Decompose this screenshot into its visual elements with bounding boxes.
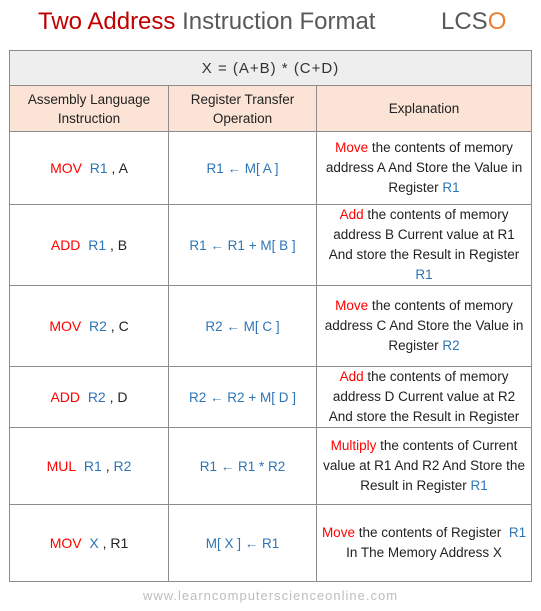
brand-accent: O xyxy=(487,8,507,35)
instruction-cell: MOV R2 , C xyxy=(10,286,169,367)
explanation-verb: Multiply xyxy=(330,438,377,453)
table-row xyxy=(10,367,532,428)
opcode: MOV xyxy=(49,318,82,334)
operand-2: D xyxy=(117,389,128,405)
explanation-verb: Add xyxy=(339,207,364,222)
column-header-instruction: Assembly Language Instruction xyxy=(10,86,169,132)
instruction-cell: MOV X , R1 xyxy=(10,505,169,582)
transfer-cell: R2 ← M[ C ] xyxy=(169,286,317,367)
operand-2: R2 xyxy=(113,458,132,474)
operand-2: B xyxy=(117,237,128,253)
column-header-row xyxy=(10,86,532,132)
brand-logo xyxy=(441,8,506,36)
operand-1: R1 xyxy=(83,458,102,474)
table-row xyxy=(10,205,532,286)
operand-1: R1 xyxy=(88,237,107,253)
brand-main: LCS xyxy=(441,8,488,35)
explanation-verb: Move xyxy=(335,140,369,155)
explanation-text: the contents of memory address B Current value at R1 And store the Result in Register xyxy=(328,207,520,262)
explanation-tail: In The Memory Address X xyxy=(346,545,502,560)
column-header-transfer: Register Transfer Operation xyxy=(169,86,317,132)
explanation-register: R1 xyxy=(415,267,433,282)
explanation-text: the contents of memory address C And Store the Value in Register xyxy=(324,298,524,353)
transfer-cell: R2 ← R2 + M[ D ] xyxy=(169,367,317,428)
title-rest: Instruction Format xyxy=(182,8,376,35)
transfer-cell: M[ X ] ← R1 xyxy=(169,505,317,582)
table-row xyxy=(10,286,532,367)
operand-1: X xyxy=(89,535,99,551)
opcode: MUL xyxy=(46,458,77,474)
transfer-cell: R1 ← M[ A ] xyxy=(169,132,317,205)
table-row xyxy=(10,505,532,582)
operand-1: R2 xyxy=(88,318,107,334)
operand-2: C xyxy=(118,318,129,334)
explanation-verb: Move xyxy=(321,525,355,540)
operand-2: A xyxy=(118,160,128,176)
page-title xyxy=(38,8,375,36)
instruction-cell: MUL R1 , R2 xyxy=(10,428,169,505)
operand-1: R1 xyxy=(89,160,108,176)
explanation-register: R1 xyxy=(508,525,527,540)
explanation-cell xyxy=(317,367,532,428)
explanation-cell xyxy=(317,505,532,582)
instruction-cell: ADD R1 , B xyxy=(10,205,169,286)
column-header-explanation: Explanation xyxy=(317,86,532,132)
instruction-cell: ADD R2 , D xyxy=(10,367,169,428)
explanation-text: the contents of Register xyxy=(358,525,502,540)
watermark: www.learncomputerscienceonline.com xyxy=(142,588,399,603)
operand-2: R1 xyxy=(110,535,129,551)
operand-1: R2 xyxy=(87,389,106,405)
explanation-text: the contents of Current value at R1 And R2 And Store the Result in Register xyxy=(323,438,525,493)
explanation-verb: Move xyxy=(335,298,369,313)
transfer-cell: R1 ← R1 + M[ B ] xyxy=(169,205,317,286)
title-highlight: Two Address xyxy=(38,8,176,35)
opcode: ADD xyxy=(50,389,81,405)
explanation-register: R1 xyxy=(470,478,488,493)
explanation-register: R1 xyxy=(442,180,460,195)
explanation-cell xyxy=(317,428,532,505)
opcode: MOV xyxy=(50,160,82,176)
opcode: ADD xyxy=(50,237,81,253)
page-header xyxy=(0,0,541,44)
explanation-cell xyxy=(317,205,532,286)
explanation-cell xyxy=(317,132,532,205)
explanation-register: R2 xyxy=(442,338,460,353)
expression-cell: X = (A+B) * (C+D) xyxy=(10,51,532,86)
expression-row xyxy=(10,51,532,86)
opcode: MOV xyxy=(49,535,82,551)
table-row xyxy=(10,428,532,505)
explanation-text: the contents of memory address A And Store the Value in Register xyxy=(325,140,523,195)
explanation-verb: Add xyxy=(339,369,364,384)
instruction-table xyxy=(9,50,532,582)
explanation-text: the contents of memory address D Current value at R2 And store the Result in Register xyxy=(328,369,520,424)
explanation-cell xyxy=(317,286,532,367)
transfer-cell: R1 ← R1 * R2 xyxy=(169,428,317,505)
table-row xyxy=(10,132,532,205)
instruction-cell: MOV R1 , A xyxy=(10,132,169,205)
